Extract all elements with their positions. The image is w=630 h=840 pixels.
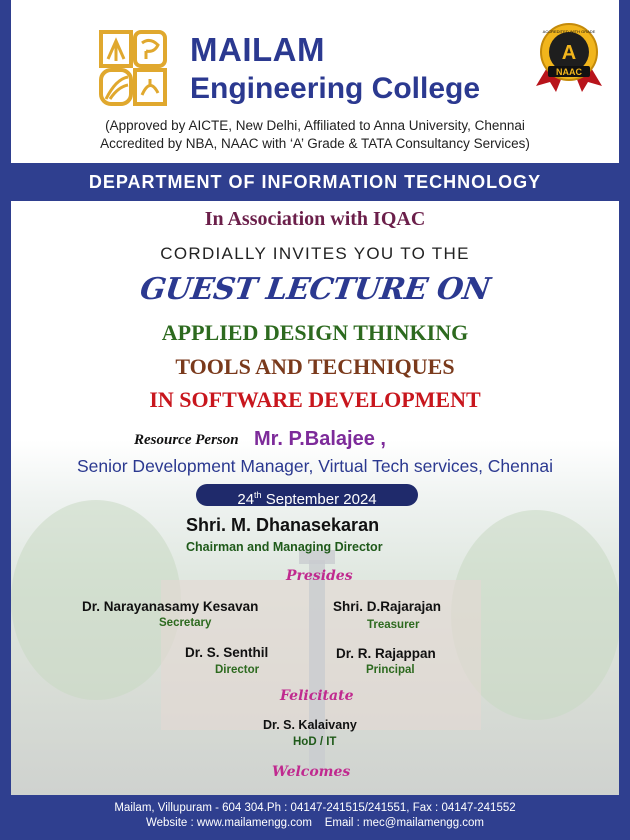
hod-role: HoD / IT: [293, 736, 337, 748]
badge-label: NAAC: [556, 67, 582, 77]
approval-line-1: (Approved by AICTE, New Delhi, Affiliated to Anna University, Chennai: [105, 118, 525, 133]
resource-person-label: Resource Person: [134, 432, 239, 448]
chairman-name: Shri. M. Dhanasekaran: [186, 515, 380, 535]
college-logo-icon: [98, 29, 168, 107]
association-text: In Association with IQAC: [204, 208, 426, 230]
naac-badge-icon: [534, 22, 604, 92]
date-day: 24: [237, 491, 255, 508]
college-header: [0, 0, 630, 163]
felicitate-label: Felicitate: [280, 688, 354, 704]
invites-text: CORDIALLY INVITES YOU TO THE: [160, 244, 470, 263]
event-date-badge: [196, 484, 418, 506]
topic-line-1: APPLIED DESIGN THINKING: [161, 320, 469, 345]
chairman-role: Chairman and Managing Director: [186, 540, 383, 554]
badge-grade: A: [561, 42, 577, 64]
director-name: Dr. S. Senthil: [185, 645, 269, 660]
topic-line-3: IN SOFTWARE DEVELOPMENT: [149, 387, 481, 412]
approval-line-2: Accredited by NBA, NAAC with ‘A’ Grade & TATA Consultancy Services): [100, 136, 530, 151]
date-rest: September 2024: [261, 491, 377, 508]
footer-web-email: Website : www.mailamengg.com Email : mec@mailamengg.com: [145, 817, 485, 829]
treasurer-role: Treasurer: [367, 619, 420, 631]
approval-text: [40, 117, 590, 153]
college-subname: Engineering College: [190, 72, 481, 105]
college-name: MAILAM: [190, 31, 325, 68]
date-suffix: th: [254, 490, 262, 500]
badge-ring-text: ACCREDITED WITH GRADE: [542, 29, 596, 34]
footer-address: Mailam, Villupuram - 604 304.Ph : 04147-241515/241551, Fax : 04147-241552: [114, 802, 516, 814]
secretary-name: Dr. Narayanasamy Kesavan: [82, 599, 259, 614]
hod-name: Dr. S. Kalaivany: [263, 718, 357, 732]
presides-label: Presides: [286, 568, 353, 584]
resource-person-name: Mr. P.Balajee ,: [254, 428, 386, 450]
event-type-heading: GUEST LECTURE ON: [137, 272, 493, 307]
director-role: Director: [215, 664, 260, 676]
department-banner: DEPARTMENT OF INFORMATION TECHNOLOGY: [0, 163, 630, 201]
contact-footer: [0, 797, 630, 840]
principal-role: Principal: [366, 664, 415, 676]
resource-person-title: Senior Development Manager, Virtual Tech services, Chennai: [76, 456, 553, 476]
treasurer-name: Shri. D.Rajarajan: [333, 599, 442, 614]
welcomes-label: Welcomes: [272, 764, 351, 780]
principal-name: Dr. R. Rajappan: [336, 646, 436, 661]
secretary-role: Secretary: [159, 617, 212, 629]
topic-line-2: TOOLS AND TECHNIQUES: [175, 354, 455, 379]
